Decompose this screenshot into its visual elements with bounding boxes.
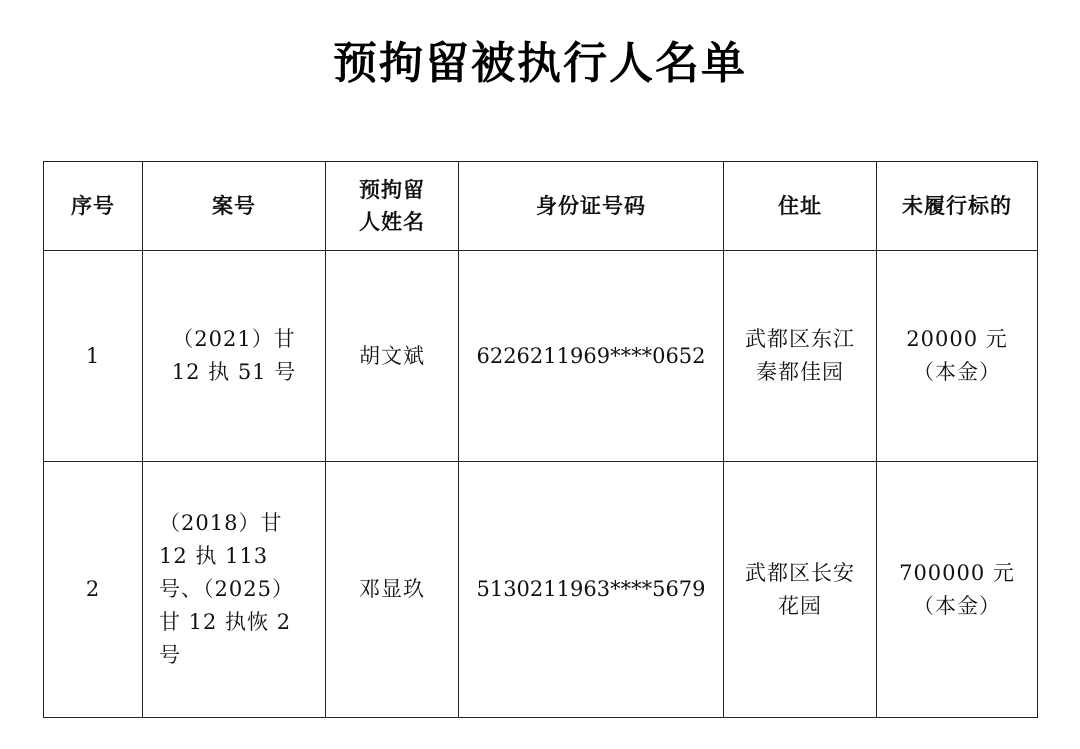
row-target-text: 20000 元（本金） (906, 327, 1008, 384)
row-address-text: 武都区长安花园 (745, 560, 855, 618)
row-address (724, 462, 877, 718)
row-name: 胡文斌 (326, 251, 459, 462)
table-row (44, 462, 1038, 718)
header-seq: 序号 (44, 162, 143, 251)
row-case-no-text: （2018）甘 12 执 113 号、（2025）甘 12 执恢 2 号 (159, 511, 294, 667)
row-case-no-text: （2021）甘 12 执 51 号 (171, 327, 297, 384)
header-id-no: 身份证号码 (459, 162, 724, 251)
row-target-text: 700000 元（本金） (899, 560, 1015, 618)
row-seq: 2 (44, 462, 143, 718)
header-address: 住址 (724, 162, 877, 251)
row-target (877, 251, 1038, 462)
document-title: 预拘留被执行人名单 (333, 38, 747, 89)
row-address (724, 251, 877, 462)
detention-list-table (43, 161, 1038, 718)
header-name (326, 162, 459, 251)
header-case-no: 案号 (143, 162, 326, 251)
header-name-label: 预拘留人姓名 (359, 178, 425, 234)
table-row (44, 251, 1038, 462)
row-case-no (143, 251, 326, 462)
row-name: 邓显玖 (326, 462, 459, 718)
row-target (877, 462, 1038, 718)
row-case-no (143, 462, 326, 718)
row-address-text: 武都区东江秦都佳园 (745, 327, 855, 384)
row-seq: 1 (44, 251, 143, 462)
row-id-no: 6226211969****0652 (459, 251, 724, 462)
header-target: 未履行标的 (877, 162, 1038, 251)
row-id-no: 5130211963****5679 (459, 462, 724, 718)
table-header-row (44, 162, 1038, 251)
